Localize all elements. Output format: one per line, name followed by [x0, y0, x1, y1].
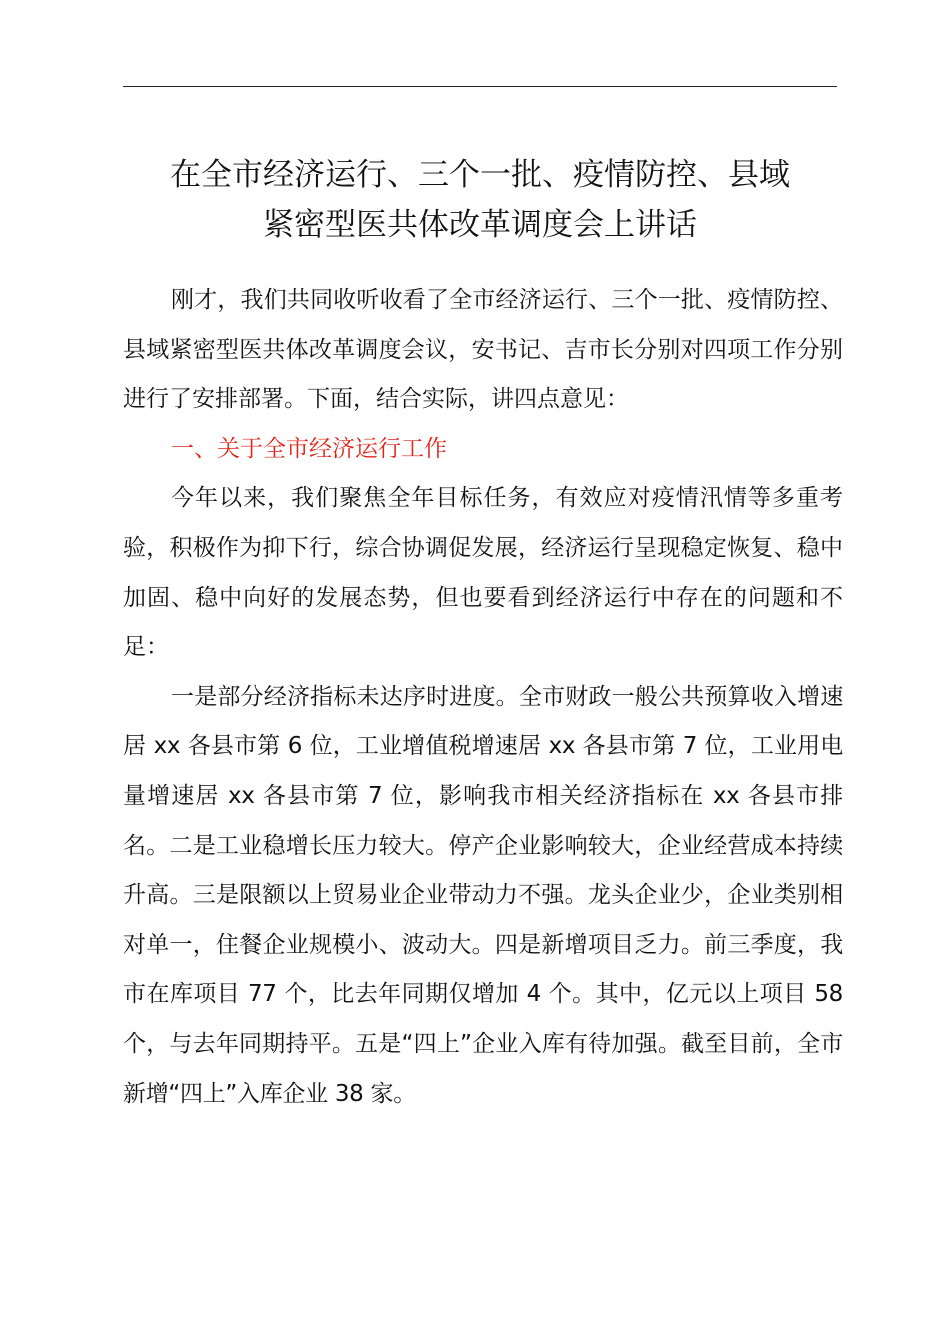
document-body [123, 276, 843, 1119]
section-1-paragraph-2: 一是部分经济指标未达序时进度。全市财政一般公共预算收入增速居 xx 各县市第 6 位，工业增值税增速居 xx 各县市第 7 位，工业用电量增速居 xx 各县市第 7 位，影响我市相关经济指标在 xx 各县市排名。二是工业稳增长压力较大。停产企业影响较大，企业经营成本持续升高。三是限额以上贸易业企业带动力不强。龙头企业少，企业类别相对单一，住餐企业规模小、波动大。四是新增项目乏力。前三季度，我市在库项目 77 个，比去年同期仅增加 4 个。其中，亿元以上项目 58 个，与去年同期持平。五是“四上”企业入库有待加强。截至目前，全市新增“四上”入库企业 38 家。 [123, 683, 843, 1107]
document-title [100, 150, 860, 250]
section-1-paragraph-1: 今年以来，我们聚焦全年目标任务，有效应对疫情汛情等多重考验，积极作为抑下行，综合协调促发展，经济运行呈现稳定恢复、稳中加固、稳中向好的发展态势，但也要看到经济运行中存在的问题和不足： [123, 485, 843, 661]
section-1-heading: 一、关于全市经济运行工作 [171, 435, 447, 462]
header-rule [123, 86, 837, 87]
title-line-1: 在全市经济运行、三个一批、疫情防控、县域 [170, 157, 790, 193]
title-line-2: 紧密型医共体改革调度会上讲话 [263, 207, 697, 243]
intro-paragraph: 刚才，我们共同收听收看了全市经济运行、三个一批、疫情防控、县域紧密型医共体改革调度会议，安书记、吉市长分别对四项工作分别进行了安排部署。下面，结合实际，讲四点意见： [123, 287, 843, 413]
